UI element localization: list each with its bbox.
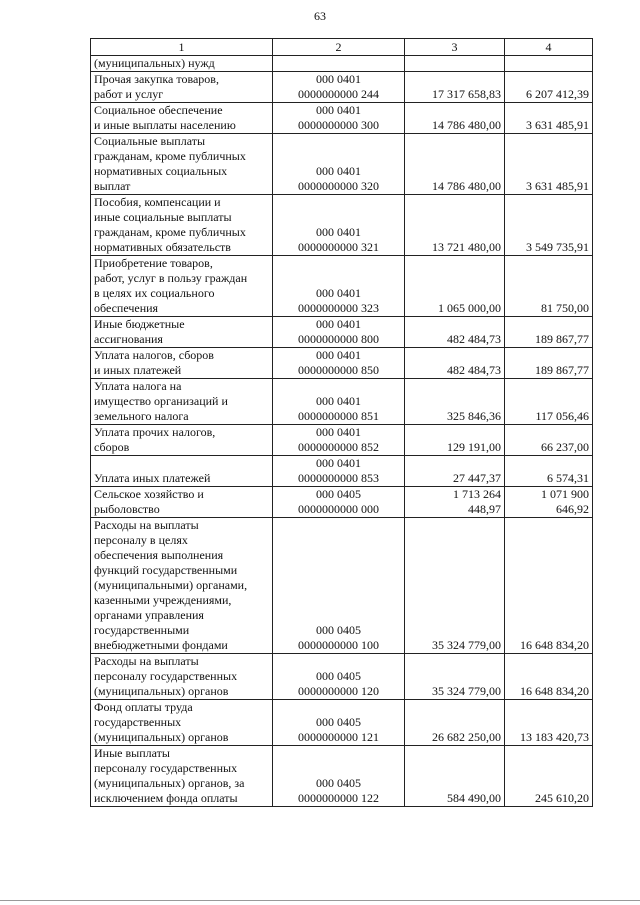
expense-name-cell: (муниципальных) нужд xyxy=(91,56,273,72)
planned-amount-cell xyxy=(405,56,505,72)
executed-amount-cell: 16 648 834,20 xyxy=(505,518,593,654)
table-header-row xyxy=(91,39,593,56)
executed-amount-cell: 6 207 412,39 xyxy=(505,72,593,103)
executed-amount-cell: 3 631 485,91 xyxy=(505,134,593,195)
expense-name-cell: Социальное обеспечение и иные выплаты населению xyxy=(91,103,273,134)
planned-amount-cell: 35 324 779,00 xyxy=(405,518,505,654)
table-row xyxy=(91,195,593,256)
executed-amount-cell: 3 631 485,91 xyxy=(505,103,593,134)
expense-name-cell: Прочая закупка товаров, работ и услуг xyxy=(91,72,273,103)
expense-name-cell: Расходы на выплаты персоналу в целях обеспечения выполнения функций государственными (муниципальными) органами, казенными учреждениями, органами управления государственными внебюджетными фондами xyxy=(91,518,273,654)
budget-code-cell: 000 0401 0000000000 300 xyxy=(273,103,405,134)
planned-amount-cell: 14 786 480,00 xyxy=(405,134,505,195)
executed-amount-cell: 13 183 420,73 xyxy=(505,700,593,746)
budget-code-cell: 000 0401 0000000000 850 xyxy=(273,348,405,379)
table-row xyxy=(91,317,593,348)
budget-code-cell: 000 0401 0000000000 852 xyxy=(273,425,405,456)
planned-amount-cell: 325 846,36 xyxy=(405,379,505,425)
planned-amount-cell: 129 191,00 xyxy=(405,425,505,456)
executed-amount-cell xyxy=(505,56,593,72)
budget-table xyxy=(90,38,593,807)
budget-code-cell xyxy=(273,56,405,72)
page-number: 63 xyxy=(314,9,326,23)
budget-code-cell: 000 0401 0000000000 323 xyxy=(273,256,405,317)
planned-amount-cell: 482 484,73 xyxy=(405,317,505,348)
expense-name-cell: Иные бюджетные ассигнования xyxy=(91,317,273,348)
planned-amount-cell: 26 682 250,00 xyxy=(405,700,505,746)
budget-code-cell: 000 0405 0000000000 120 xyxy=(273,654,405,700)
executed-amount-cell: 6 574,31 xyxy=(505,456,593,487)
table-row xyxy=(91,56,593,72)
executed-amount-cell: 3 549 735,91 xyxy=(505,195,593,256)
table-row xyxy=(91,487,593,518)
planned-amount-cell: 17 317 658,83 xyxy=(405,72,505,103)
column-header: 2 xyxy=(273,39,405,56)
table-row xyxy=(91,746,593,807)
table-row xyxy=(91,134,593,195)
executed-amount-cell: 1 071 900 646,92 xyxy=(505,487,593,518)
expense-name-cell: Уплата прочих налогов, сборов xyxy=(91,425,273,456)
table-row xyxy=(91,700,593,746)
budget-code-cell: 000 0401 0000000000 851 xyxy=(273,379,405,425)
column-header: 4 xyxy=(505,39,593,56)
budget-code-cell: 000 0405 0000000000 000 xyxy=(273,487,405,518)
budget-code-cell: 000 0405 0000000000 121 xyxy=(273,700,405,746)
expense-name-cell: Пособия, компенсации и иные социальные выплаты гражданам, кроме публичных нормативных обязательств xyxy=(91,195,273,256)
executed-amount-cell: 189 867,77 xyxy=(505,317,593,348)
table-row xyxy=(91,456,593,487)
table-row xyxy=(91,425,593,456)
planned-amount-cell: 482 484,73 xyxy=(405,348,505,379)
budget-code-cell: 000 0401 0000000000 800 xyxy=(273,317,405,348)
table-row xyxy=(91,103,593,134)
executed-amount-cell: 81 750,00 xyxy=(505,256,593,317)
budget-code-cell: 000 0401 0000000000 244 xyxy=(273,72,405,103)
expense-name-cell: Иные выплаты персоналу государственных (муниципальных) органов, за исключением фонда оплаты xyxy=(91,746,273,807)
planned-amount-cell: 1 065 000,00 xyxy=(405,256,505,317)
planned-amount-cell: 584 490,00 xyxy=(405,746,505,807)
expense-name-cell: Уплата иных платежей xyxy=(91,456,273,487)
table-row xyxy=(91,348,593,379)
executed-amount-cell: 16 648 834,20 xyxy=(505,654,593,700)
executed-amount-cell: 117 056,46 xyxy=(505,379,593,425)
expense-name-cell: Сельское хозяйство и рыболовство xyxy=(91,487,273,518)
expense-name-cell: Приобретение товаров, работ, услуг в пользу граждан в целях их социального обеспечения xyxy=(91,256,273,317)
table-row xyxy=(91,518,593,654)
column-header: 1 xyxy=(91,39,273,56)
table-row xyxy=(91,72,593,103)
executed-amount-cell: 66 237,00 xyxy=(505,425,593,456)
budget-code-cell: 000 0405 0000000000 122 xyxy=(273,746,405,807)
budget-code-cell: 000 0405 0000000000 100 xyxy=(273,518,405,654)
planned-amount-cell: 35 324 779,00 xyxy=(405,654,505,700)
table-row xyxy=(91,654,593,700)
column-header: 3 xyxy=(405,39,505,56)
table-row xyxy=(91,379,593,425)
budget-code-cell: 000 0401 0000000000 320 xyxy=(273,134,405,195)
expense-name-cell: Социальные выплаты гражданам, кроме публичных нормативных социальных выплат xyxy=(91,134,273,195)
table-row xyxy=(91,256,593,317)
planned-amount-cell: 1 713 264 448,97 xyxy=(405,487,505,518)
expense-name-cell: Расходы на выплаты персоналу государственных (муниципальных) органов xyxy=(91,654,273,700)
page-bottom-edge xyxy=(0,900,640,901)
planned-amount-cell: 27 447,37 xyxy=(405,456,505,487)
executed-amount-cell: 189 867,77 xyxy=(505,348,593,379)
expense-name-cell: Фонд оплаты труда государственных (муниципальных) органов xyxy=(91,700,273,746)
budget-code-cell: 000 0401 0000000000 321 xyxy=(273,195,405,256)
budget-code-cell: 000 0401 0000000000 853 xyxy=(273,456,405,487)
expense-name-cell: Уплата налогов, сборов и иных платежей xyxy=(91,348,273,379)
executed-amount-cell: 245 610,20 xyxy=(505,746,593,807)
planned-amount-cell: 13 721 480,00 xyxy=(405,195,505,256)
expense-name-cell: Уплата налога на имущество организаций и земельного налога xyxy=(91,379,273,425)
planned-amount-cell: 14 786 480,00 xyxy=(405,103,505,134)
